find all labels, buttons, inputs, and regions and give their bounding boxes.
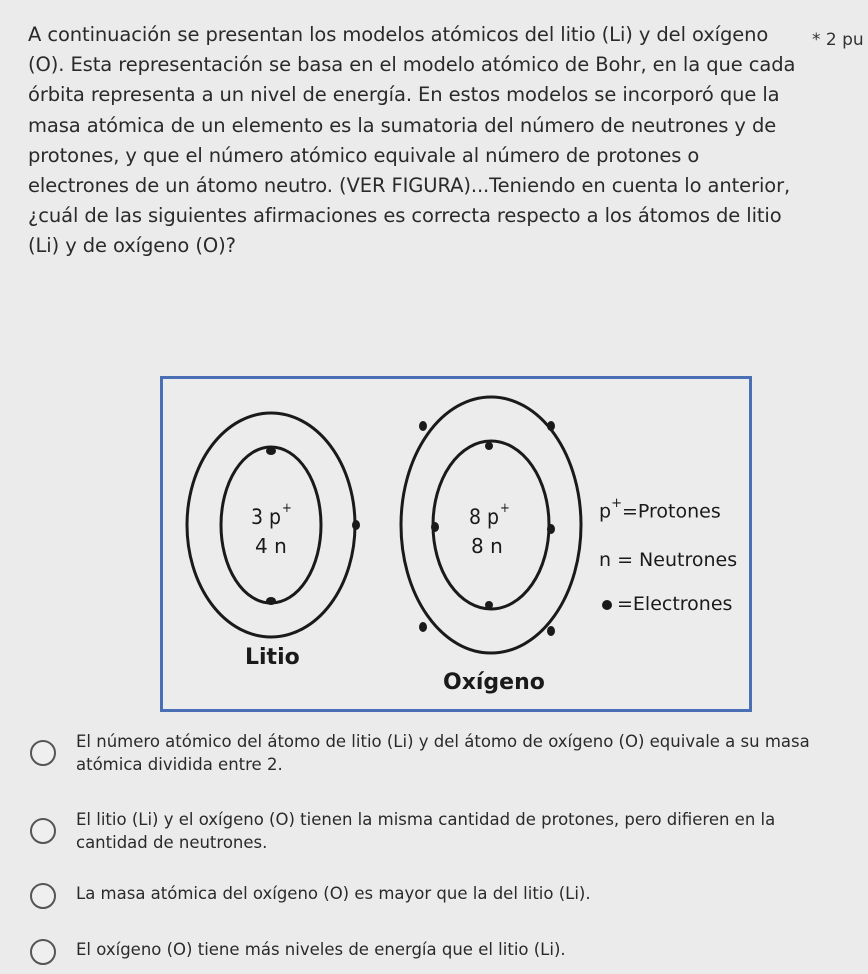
oxygen-electron [431, 522, 439, 532]
oxygen-electron [547, 626, 555, 636]
radio-button[interactable] [30, 740, 56, 766]
oxygen-electron [419, 622, 427, 632]
oxygen-protons: 8 p+ [469, 501, 510, 529]
option-text: El número atómico del átomo de litio (Li) y del átomo de oxígeno (O) equivale a su masa atómica dividida entre 2. [76, 732, 810, 774]
oxygen-electron [419, 421, 427, 431]
oxygen-electron [547, 524, 555, 534]
lithium-neutrons: 4 n [255, 534, 287, 558]
radio-button[interactable] [30, 883, 56, 909]
legend-electrons: =Electrones [617, 593, 733, 615]
lithium-label: Litio [245, 645, 300, 670]
option-text: El litio (Li) y el oxígeno (O) tienen la misma cantidad de protones, pero difieren en la cantidad de neutrones. [76, 810, 776, 852]
lithium-electron [266, 597, 276, 605]
oxygen-electron [547, 421, 555, 431]
legend-electron-dot [602, 600, 612, 610]
oxygen-neutrons: 8 n [471, 534, 503, 558]
question-text: A continuación se presentan los modelos atómicos del litio (Li) y del oxígeno (O). Esta representación se basa en el modelo atómico de Bohr, en la que cada órbita representa a un nivel de energía. En estos modelos se incorporó que la masa atómica de un elemento es la sumatoria del número de neutrones y de protones, y que el número atómico equivale al número de protones o electrones de un átomo neutro. (VER FIGURA)...Teniendo en cuenta lo anterior, ¿cuál de las siguientes afirmaciones es correcta respecto a los átomos de litio (Li) y de oxígeno (O)? [28, 23, 796, 258]
option-text: La masa atómica del oxígeno (O) es mayor que la del litio (Li). [76, 884, 591, 903]
option-text: El oxígeno (O) tiene más niveles de energía que el litio (Li). [76, 940, 566, 959]
atomic-models-figure [160, 376, 752, 712]
legend-protons: p+=Protones [599, 496, 721, 523]
oxygen-label: Oxígeno [443, 670, 545, 695]
legend-neutrons: n = Neutrones [599, 549, 738, 571]
radio-button[interactable] [30, 818, 56, 844]
lithium-electron [352, 520, 360, 530]
oxygen-electron [485, 601, 493, 609]
lithium-electron [266, 447, 276, 455]
oxygen-electron [485, 442, 493, 450]
radio-button[interactable] [30, 939, 56, 965]
lithium-protons: 3 p+ [251, 501, 292, 529]
points-label: * 2 pu [812, 30, 864, 50]
